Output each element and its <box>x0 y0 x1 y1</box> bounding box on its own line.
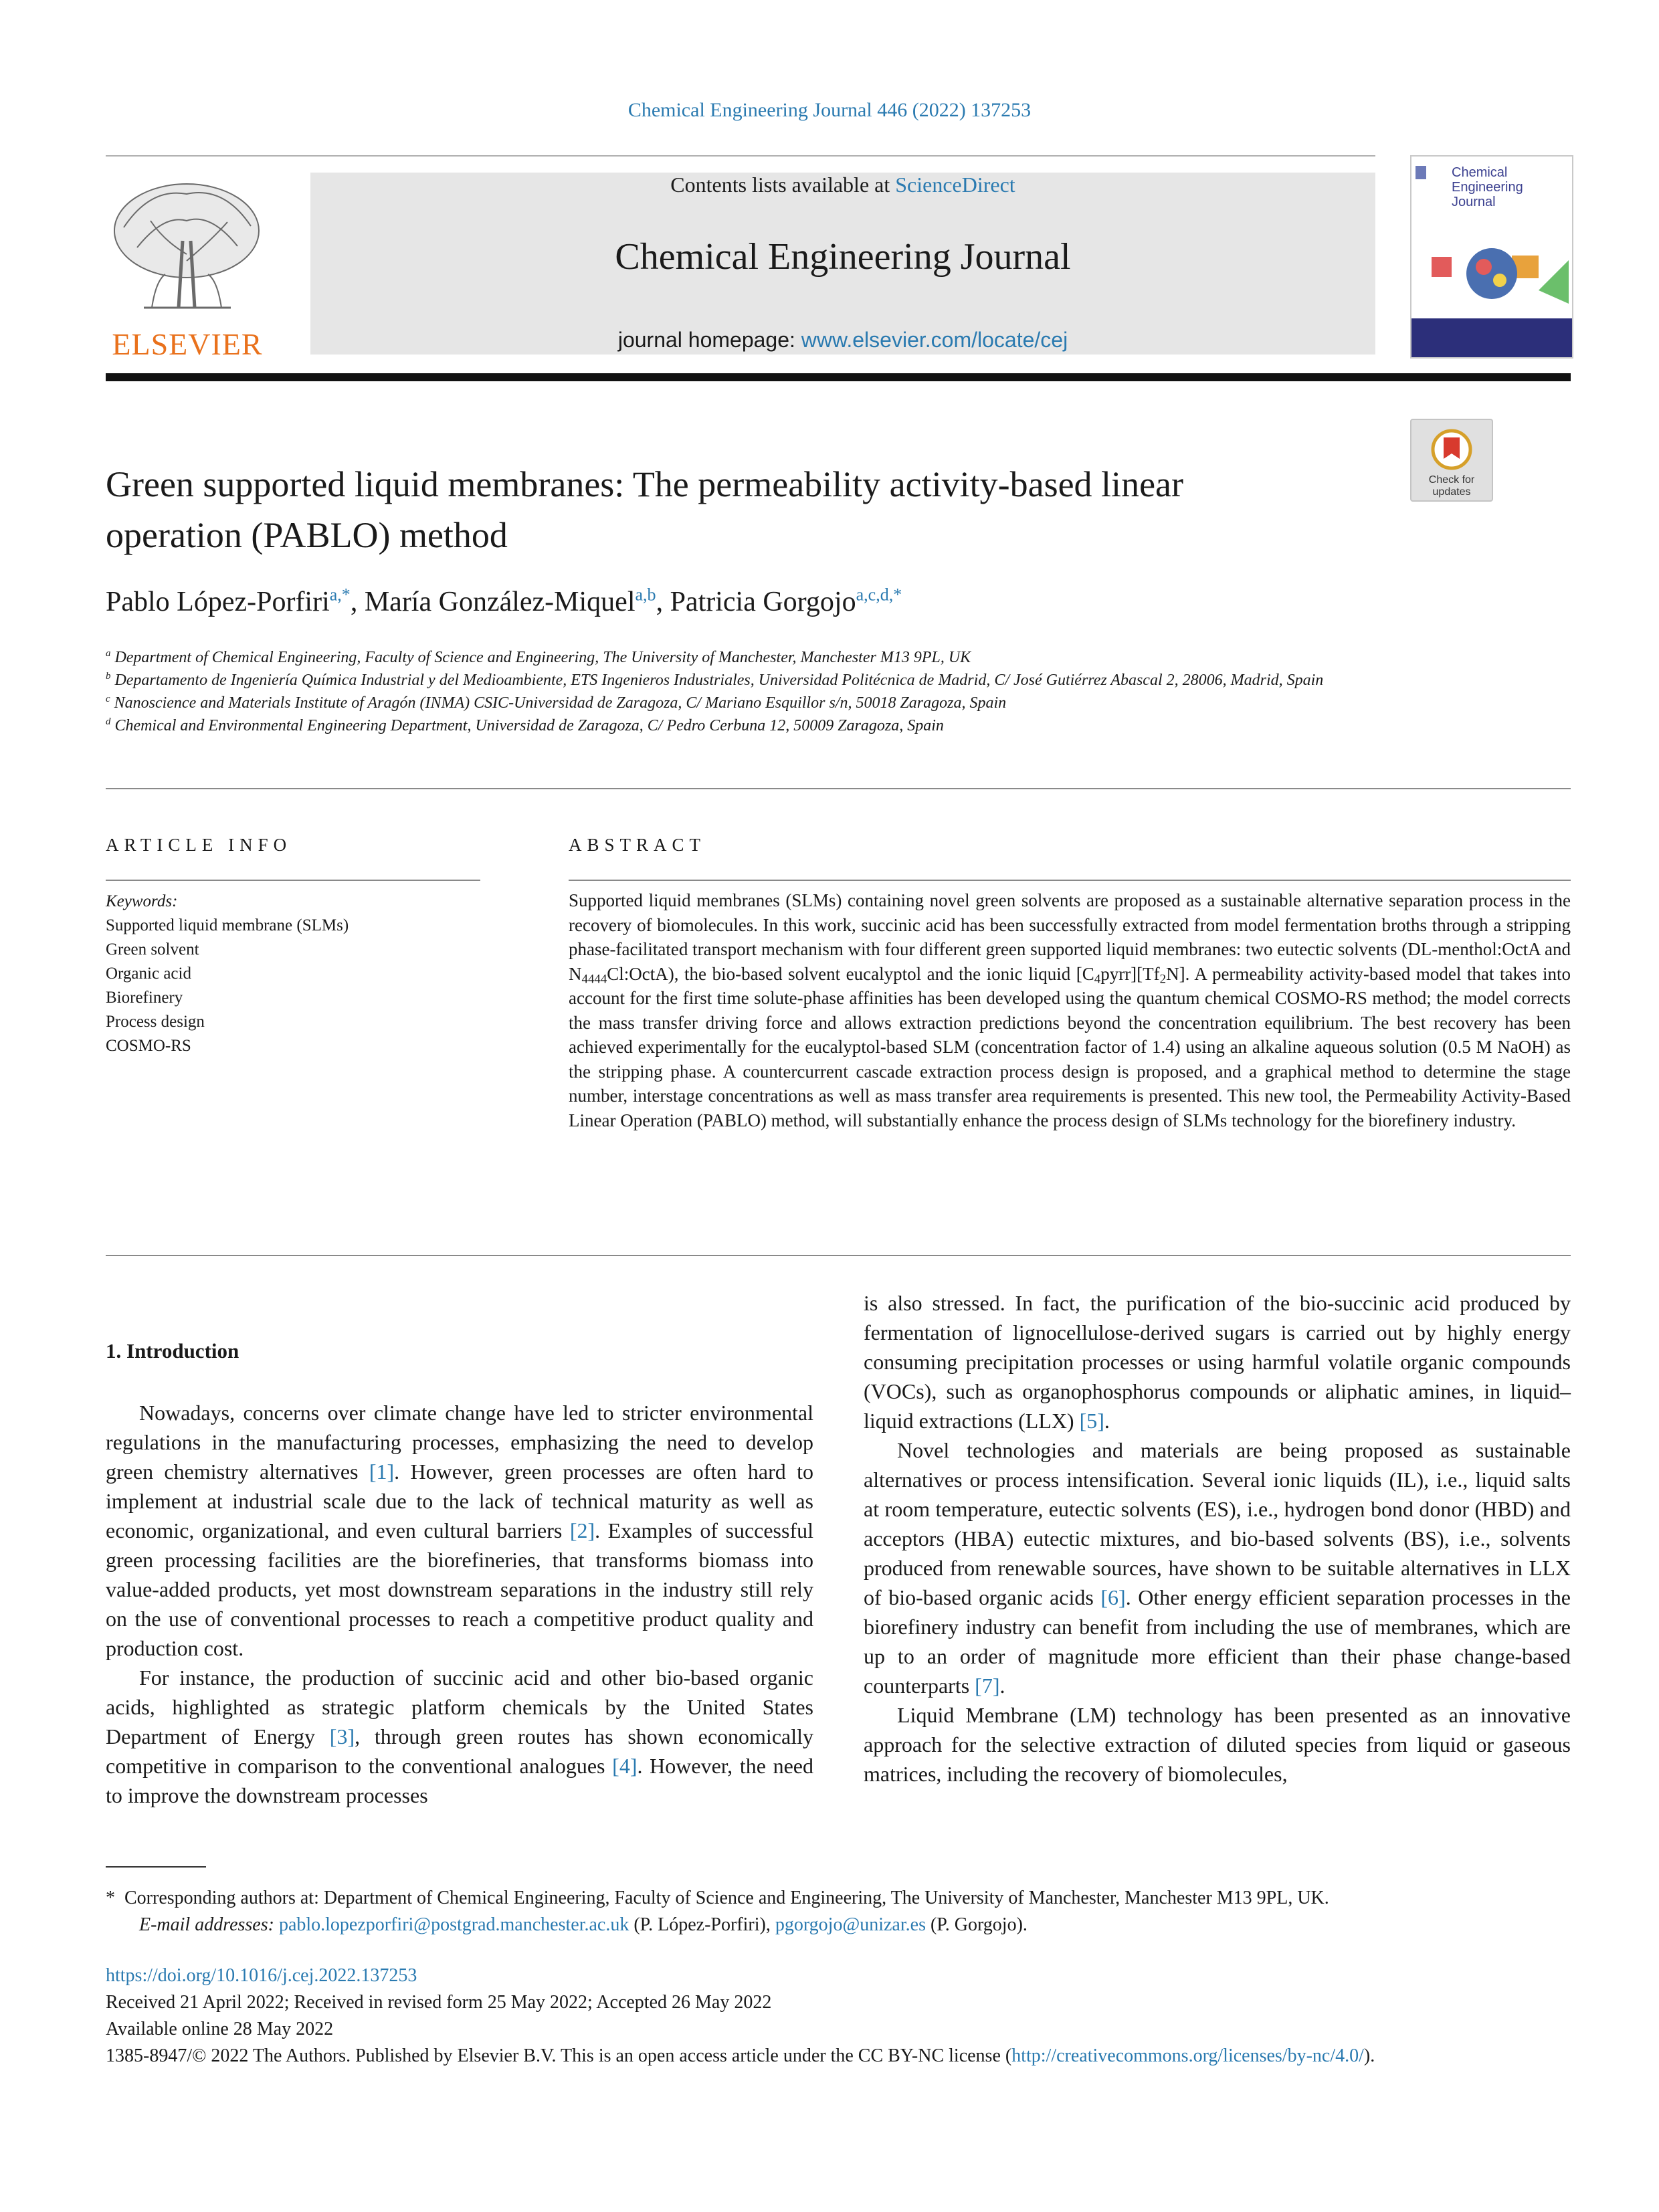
homepage-line <box>310 328 1375 353</box>
affiliation-mark: d <box>106 716 111 728</box>
author-affiliation-mark[interactable]: a,b <box>635 585 656 605</box>
author-separator: , <box>656 587 670 617</box>
paragraph <box>106 1398 813 1663</box>
cover-title-line3: Journal <box>1452 195 1496 209</box>
check-updates-label-1: Check for <box>1428 474 1475 486</box>
paper-title <box>106 459 1390 561</box>
keyword-item: Process design <box>106 1013 205 1031</box>
affiliation-item <box>106 692 1571 714</box>
paragraph-text: . Other energy efficient separation processes in the biorefinery industry can benefit from including the use of membranes, which are up to an order of magnitude more efficient than their phase change-based counterparts <box>864 1585 1571 1698</box>
footnote-mark: * <box>106 1888 115 1908</box>
keywords-list <box>106 890 480 1058</box>
paragraph-text: Liquid Membrane (LM) technology has been presented as an innovative approach for the selective extraction of diluted species from liquid or gaseous matrices, including the recovery of biomolecules, <box>864 1703 1571 1786</box>
paragraph-text: . <box>1104 1409 1110 1433</box>
journal-reference[interactable]: Chemical Engineering Journal 446 (2022) 137253 <box>627 99 1032 121</box>
citation-link[interactable]: [7] <box>975 1674 1000 1698</box>
license-text: 1385-8947/© 2022 The Authors. Published by Elsevier B.V. This is an open access article under the CC BY-NC license ( <box>106 2045 1012 2066</box>
elsevier-wordmark: ELSEVIER <box>112 327 263 361</box>
keyword-item: Green solvent <box>106 940 199 959</box>
license-suffix: ). <box>1363 2045 1375 2066</box>
citation-link[interactable]: [2] <box>569 1518 595 1542</box>
paper-title-line1: Green supported liquid membranes: The permeability activity-based linear <box>106 464 1183 504</box>
affiliation-text: Department of Chemical Engineering, Faculty of Science and Engineering, The University of Manchester, Manchester M13 9PL, UK <box>114 649 971 666</box>
cover-title-line1: Chemical <box>1452 165 1508 180</box>
citation-link[interactable]: [6] <box>1100 1585 1126 1609</box>
article-info-heading: ARTICLE INFO <box>106 835 292 855</box>
article-info-rule <box>106 880 480 881</box>
affiliation-text: Departamento de Ingeniería Química Industrial y del Medioambiente, ETS Ingenieros Industriales, Universidad Politécnica de Madrid, C/ José Gutiérrez Abascal 2, 28006, Madrid, Spain <box>114 672 1324 689</box>
affiliation-rule <box>106 788 1571 789</box>
email-label: E-mail addresses: <box>139 1914 279 1935</box>
contents-line <box>310 173 1375 197</box>
author-separator: , <box>350 587 365 617</box>
body-column-left <box>106 1398 813 1810</box>
received-dates: Received 21 April 2022; Received in revised form 25 May 2022; Accepted 26 May 2022 <box>106 1992 772 2013</box>
abstract-part: N]. A permeability activity-based model that takes into account for the first time solute-phase affinities has been developed using the quantum chemical COSMO-RS method; the model corrects the mass transfer driving force and allows extraction predictions beyond the concentration equilibrium. The best recovery has been achieved experimentally for the eucalyptol-based SLM (concentration factor of 1.4) using an alkaline aqueous solution (0.5 M NaOH) as the stripping phase. A countercurrent cascade extraction process design is proposed, and a graphical method to determine the stage number, interstage concentrations as well as mass transfer area requirements is presented. This new tool, the Permeability Activity-Based Linear Operation (PABLO) method, will substantially enhance the process design of SLMs technology for the biorefinery industry. <box>569 963 1571 1130</box>
footnote-rule <box>106 1866 206 1868</box>
header-thick-rule <box>106 373 1571 381</box>
affiliations <box>106 646 1571 737</box>
author-affiliation-mark[interactable]: a,c,d,* <box>856 585 902 605</box>
abstract-subscript: 4444 <box>581 972 607 987</box>
doi-link[interactable]: https://doi.org/10.1016/j.cej.2022.137253 <box>106 1965 417 1986</box>
license-link[interactable]: http://creativecommons.org/licenses/by-nc/4.0/ <box>1011 2045 1364 2066</box>
affiliation-text: Nanoscience and Materials Institute of Aragón (INMA) CSIC-Universidad de Zaragoza, C/ Mariano Esquillor s/n, 50018 Zaragoza, Spain <box>114 694 1007 712</box>
header-rule <box>106 155 1375 157</box>
homepage-prefix: journal homepage: <box>617 328 801 352</box>
paragraph <box>864 1435 1571 1700</box>
email-owner-2: (P. Gorgojo). <box>925 1914 1028 1935</box>
paragraph <box>864 1700 1571 1789</box>
paragraph-text: . However, green processes are often hard to implement at industrial scale due to the lack of technical maturity as well as economic, organizational, and even cultural barriers <box>106 1460 814 1542</box>
author-name: María González-Miquel <box>364 587 636 617</box>
journal-title: Chemical Engineering Journal <box>615 236 1071 278</box>
paragraph-text: . Examples of successful green processing facilities are the biorefineries, that transforms biomass into value-added products, yet most downstream separations in the industry still rely on the use of conventional processes to reach a competitive product quality and production cost. <box>106 1518 814 1660</box>
keyword-item: Biorefinery <box>106 989 183 1007</box>
abstract-text <box>569 888 1571 1132</box>
paragraph-text: is also stressed. In fact, the purification of the bio-succinic acid produced by fermentation of lignocellulose-derived sugars is carried out by highly energy consuming precipitation processes or using harmful volatile organic compounds (VOCs), such as organophosphorus compounds or aliphatic amines, in liquid–liquid extractions (LLX) <box>864 1291 1571 1433</box>
check-for-updates-button[interactable] <box>1410 419 1493 502</box>
citation-link[interactable]: [3] <box>329 1724 355 1748</box>
abstract-part: Supported liquid membranes (SLMs) containing novel green solvents are proposed as a sustainable alternative separation process in the recovery of biomolecules. In this work, succinic acid has been successfully extracted from model fermentation broths through a stripping phase-facilitated transport mechanism with four different green supported liquid membranes: two eutectic solvents (DL-menthol:OctA and N <box>569 890 1571 984</box>
author-name: Patricia Gorgojo <box>670 587 856 617</box>
abstract-subscript: 2 <box>1159 972 1167 987</box>
abstract-part: Cl:OctA), the bio-based solvent eucalyptol and the ionic liquid [C <box>607 963 1094 984</box>
affiliation-text: Chemical and Environmental Engineering Department, Universidad de Zaragoza, C/ Pedro Cerbuna 12, 50009 Zaragoza, Spain <box>114 717 944 734</box>
keyword-item: Organic acid <box>106 965 191 983</box>
citation-link[interactable]: [1] <box>369 1460 395 1484</box>
paragraph <box>106 1663 813 1810</box>
sciencedirect-link[interactable]: ScienceDirect <box>895 173 1015 197</box>
affiliation-item <box>106 646 1571 669</box>
paragraph-text: For instance, the production of succinic acid and other bio-based organic acids, highlighted as strategic platform chemicals by the United States Department of Energy <box>106 1666 813 1748</box>
abstract-part: pyrr][Tf <box>1100 963 1160 984</box>
homepage-link[interactable]: www.elsevier.com/locate/cej <box>801 328 1068 352</box>
paragraph-text: , through green routes has shown economically competitive in comparison to the conventional analogues <box>106 1724 813 1778</box>
abstract-subscript: 4 <box>1094 972 1101 987</box>
abstract-heading: ABSTRACT <box>569 835 706 855</box>
affiliation-mark: c <box>106 694 110 705</box>
affiliation-item <box>106 714 1571 737</box>
email-link-1[interactable]: pablo.lopezporfiri@postgrad.manchester.ac.uk <box>278 1914 629 1935</box>
affiliation-item <box>106 669 1571 692</box>
citation-link[interactable]: [5] <box>1079 1409 1104 1433</box>
publication-info <box>106 1963 1571 2070</box>
affiliation-mark: b <box>106 671 111 682</box>
author-affiliation-mark[interactable]: a,* <box>329 585 351 605</box>
email-link-2[interactable]: pgorgojo@unizar.es <box>775 1914 926 1935</box>
keyword-item: COSMO-RS <box>106 1037 191 1055</box>
paragraph <box>864 1288 1571 1435</box>
available-online: Available online 28 May 2022 <box>106 2019 334 2039</box>
paragraph-text: Nowadays, concerns over climate change have led to stricter environmental regulations in the manufacturing processes, emphasizing the need to develop green chemistry alternatives <box>106 1401 813 1484</box>
author-list <box>106 586 1510 618</box>
corresponding-author-footnote <box>106 1885 1571 1938</box>
paper-title-line2: operation (PABLO) method <box>106 515 508 555</box>
keyword-item: Supported liquid membrane (SLMs) <box>106 916 349 934</box>
contents-prefix: Contents lists available at <box>670 173 896 197</box>
abstract-bottom-rule <box>106 1255 1571 1256</box>
section-heading-introduction: 1. Introduction <box>106 1339 239 1363</box>
paragraph-text: . However, the need to improve the downstream processes <box>106 1754 813 1807</box>
body-column-right <box>864 1288 1571 1789</box>
paragraph-text: Novel technologies and materials are being proposed as sustainable alternatives or process intensification. Several ionic liquids (IL), i.e., liquid salts at room temperature, eutectic solvents (ES), i.e., hydrogen bond donor (HBD) and acceptors (HBA) eutectic mixtures, and bio-based solvents (BS), i.e., solvents produced from renewable sources, have shown to be suitable alternatives in LLX of bio-based organic acids <box>864 1438 1571 1609</box>
paragraph-text: . <box>999 1674 1005 1698</box>
email-owner-1: (P. López-Porfiri), <box>629 1914 775 1935</box>
author-name: Pablo López-Porfiri <box>106 587 330 617</box>
keywords-label: Keywords: <box>106 892 178 910</box>
affiliation-mark: a <box>106 648 111 660</box>
cover-title-line2: Engineering <box>1452 180 1523 195</box>
corresponding-text: Corresponding authors at: Department of Chemical Engineering, Faculty of Science and Engineering, The University of Manchester, Manchester M13 9PL, UK. <box>124 1888 1329 1908</box>
abstract-rule <box>569 880 1571 881</box>
journal-cover-thumbnail[interactable] <box>1410 155 1573 359</box>
check-updates-label-2: updates <box>1432 486 1471 498</box>
citation-link[interactable]: [4] <box>612 1754 638 1778</box>
